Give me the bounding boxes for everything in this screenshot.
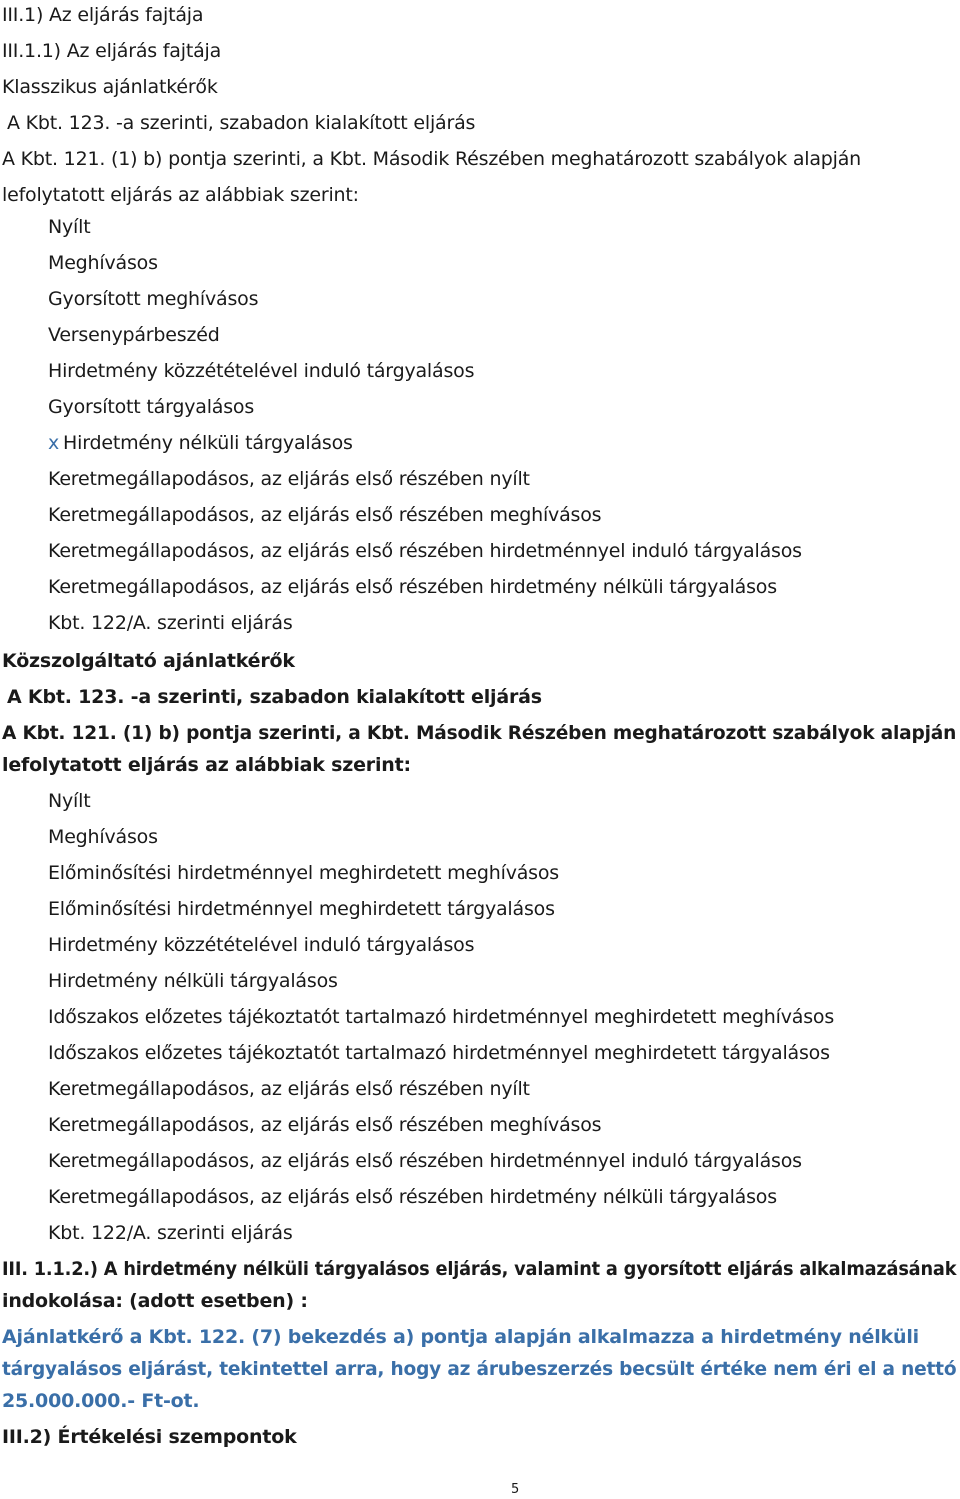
option-label: Kbt. 122/A. szerinti eljárás	[48, 612, 293, 634]
option-label: Hirdetmény nélküli tárgyalásos	[48, 970, 338, 992]
option-label: Nyílt	[48, 216, 91, 238]
option-label: Hirdetmény közzétételével induló tárgyalásos	[48, 360, 475, 382]
option-item	[48, 861, 559, 885]
option-label: Keretmegállapodásos, az eljárás első részében hirdetménnyel induló tárgyalásos	[48, 540, 802, 562]
option-item	[48, 825, 158, 849]
option-label: Meghívásos	[48, 252, 158, 274]
option-label: Időszakos előzetes tájékoztatót tartalmazó hirdetménnyel meghirdetett meghívásos	[48, 1006, 835, 1028]
option-label: Versenypárbeszéd	[48, 324, 220, 346]
option-item	[48, 431, 353, 455]
option-label: Meghívásos	[48, 826, 158, 848]
option-label: Keretmegállapodásos, az eljárás első részében meghívásos	[48, 1114, 602, 1136]
option-label: Keretmegállapodásos, az eljárás első részében meghívásos	[48, 504, 602, 526]
option-item	[48, 575, 777, 599]
option-item	[48, 287, 258, 311]
option-item	[48, 789, 90, 813]
option-item	[48, 359, 474, 383]
classic-kbt121-line1: A Kbt. 121. (1) b) pontja szerinti, a Kbt. Második Részében meghatározott szabályok alapján	[2, 148, 862, 170]
subsection-heading: III.1.1) Az eljárás fajtája	[2, 40, 222, 62]
utility-kbt121-line2: lefolytatott eljárás az alábbiak szerint:	[2, 754, 411, 776]
option-label: Előminősítési hirdetménnyel meghirdetett meghívásos	[48, 862, 560, 884]
option-item	[48, 395, 254, 419]
option-item	[48, 1221, 293, 1245]
option-label: Hirdetmény nélküli tárgyalásos	[63, 432, 353, 454]
page-number: 5	[511, 1482, 520, 1497]
selected-mark: x	[48, 432, 60, 454]
classic-kbt123-option: A Kbt. 123. -a szerinti, szabadon kialakított eljárás	[7, 112, 476, 134]
section-heading: III.1) Az eljárás fajtája	[2, 4, 204, 26]
option-label: Keretmegállapodásos, az eljárás első részében hirdetmény nélküli tárgyalásos	[48, 576, 777, 598]
option-item	[48, 897, 555, 921]
option-label: Keretmegállapodásos, az eljárás első részében nyílt	[48, 1078, 530, 1100]
section-heading-evaluation: III.2) Értékelési szempontok	[2, 1426, 297, 1448]
option-item	[48, 215, 90, 239]
option-label: Keretmegállapodásos, az eljárás első részében nyílt	[48, 468, 530, 490]
classic-kbt121-line2: lefolytatott eljárás az alábbiak szerint:	[2, 184, 359, 206]
option-label: Keretmegállapodásos, az eljárás első részében hirdetmény nélküli tárgyalásos	[48, 1186, 777, 1208]
utility-kbt121-line1: A Kbt. 121. (1) b) pontja szerinti, a Kbt. Második Részében meghatározott szabályok alapján	[2, 722, 957, 744]
option-item	[48, 933, 474, 957]
justification-text-line2: tárgyalásos eljárást, tekintettel arra, hogy az árubeszerzés becsült értéke nem éri el a nettó	[2, 1358, 957, 1380]
option-item	[48, 467, 530, 491]
option-item	[48, 1113, 601, 1137]
option-item	[48, 1077, 530, 1101]
option-label: Időszakos előzetes tájékoztatót tartalmazó hirdetménnyel meghirdetett tárgyalásos	[48, 1042, 830, 1064]
option-item	[48, 1005, 834, 1029]
utility-kbt123-option: A Kbt. 123. -a szerinti, szabadon kialakított eljárás	[7, 686, 542, 708]
option-label: Nyílt	[48, 790, 91, 812]
justification-heading-line1: III. 1.1.2.) A hirdetmény nélküli tárgyalásos eljárás, valamint a gyorsított eljárás alkalmazásának	[2, 1258, 957, 1280]
option-item	[48, 323, 220, 347]
option-label: Keretmegállapodásos, az eljárás első részében hirdetménnyel induló tárgyalásos	[48, 1150, 802, 1172]
option-item	[48, 503, 601, 527]
option-item	[48, 1185, 777, 1209]
option-item	[48, 539, 802, 563]
classic-heading: Klasszikus ajánlatkérők	[2, 76, 218, 98]
option-label: Gyorsított tárgyalásos	[48, 396, 255, 418]
option-item	[48, 969, 338, 993]
option-label: Gyorsított meghívásos	[48, 288, 259, 310]
utility-heading: Közszolgáltató ajánlatkérők	[2, 650, 295, 672]
justification-text-line1: Ajánlatkérő a Kbt. 122. (7) bekezdés a) pontja alapján alkalmazza a hirdetmény nélküli	[2, 1326, 919, 1348]
option-item	[48, 251, 158, 275]
option-item	[48, 1041, 830, 1065]
option-label: Hirdetmény közzétételével induló tárgyalásos	[48, 934, 475, 956]
option-label: Kbt. 122/A. szerinti eljárás	[48, 1222, 293, 1244]
option-item	[48, 1149, 802, 1173]
option-item	[48, 611, 293, 635]
option-label: Előminősítési hirdetménnyel meghirdetett tárgyalásos	[48, 898, 555, 920]
justification-text-line3: 25.000.000.- Ft-ot.	[2, 1390, 200, 1412]
justification-heading-line2: indokolása: (adott esetben) :	[2, 1290, 308, 1312]
